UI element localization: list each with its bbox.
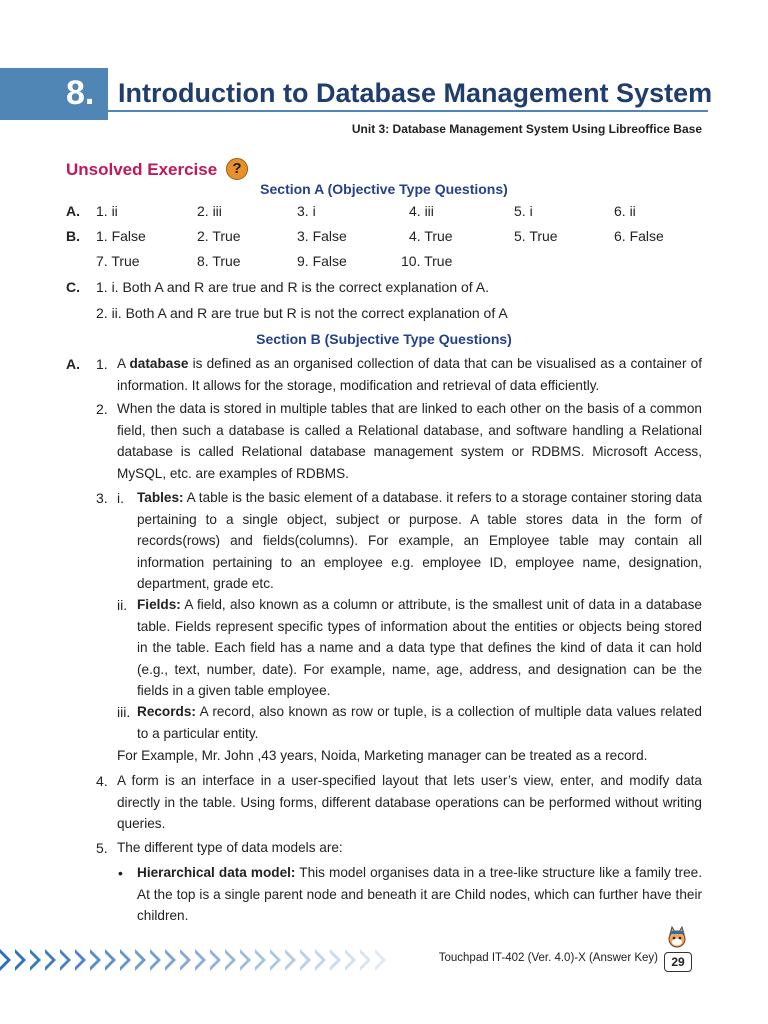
q5-bullet-text: This model organises data in a tree-like structure like a family tree. At the top is a single parent node and beneath it are Child nodes, which can further have their children. [137,865,702,923]
q1-number: 1. [96,356,108,372]
section-a-title: Section A (Objective Type Questions) [260,181,508,197]
answer-b-8: 8. True [197,253,241,269]
answer-c-1: 1. i. Both A and R are true and R is the correct explanation of A. [96,279,490,295]
answer-c-2: 2. ii. Both A and R are true but R is not the correct explanation of A [96,305,508,321]
answer-b-10: 10. True [401,253,453,269]
mascot-icon [666,926,688,950]
q3-i-term: Tables: [137,490,184,505]
q3-i-text: A table is the basic element of a database. it refers to a storage container storing data pertaining to a single object, subject or purpose. A table stores data in the form of records(rows) and fields(columns). For example, an Employee table may contain all information pertaining to an employee e.g. employee ID, employee name, designation, department, grade etc. [137,490,702,591]
q3-i-number: i. [117,490,124,506]
q3-example: For Example, Mr. John ,43 years, Noida, Marketing manager can be treated as a record. [117,748,648,763]
q1-answer [117,353,702,396]
answer-b-9: 9. False [297,253,347,269]
section-b-title: Section B (Subjective Type Questions) [256,331,512,347]
answer-b-2: 2. True [197,228,241,244]
q5-bullet-term: Hierarchical data model: [137,865,296,880]
answer-label-a: A. [66,203,80,219]
unsolved-exercise-heading [66,158,248,180]
q2-number: 2. [96,401,108,417]
q3-number: 3. [96,490,108,506]
title-underline [108,110,708,112]
answer-a-1: 1. ii [96,203,118,219]
answer-label-c: C. [66,279,80,295]
answer-a-6: 6. ii [614,203,636,219]
q3-i-answer [137,487,702,595]
unit-subtitle: Unit 3: Database Management System Using Libreoffice Base [351,122,702,136]
page-number: 29 [664,952,692,972]
answer-b-7: 7. True [96,253,140,269]
answer-b-4: 4. True [409,228,453,244]
chevron-right-icon [375,949,390,971]
q1-text: is defined as an organised collection of data that can be visualised as a container of information. It allows for the storage, modification and retrieval of data efficiently. [117,356,702,393]
answer-b-1: 1. False [96,228,146,244]
q2-answer: When the data is stored in multiple tables that are linked to each other on the basis of a common field, then such a database is called a Relational database, and software handling a Relational database is called Relational database management system or RDBMS. Microsoft Access, MySQL, etc. are examples of RDBMS. [117,401,702,481]
chapter-title: Introduction to Database Management System [118,78,713,108]
question-icon: ? [226,158,248,180]
q3-iii-term: Records: [137,704,196,719]
bullet-icon: • [118,865,123,881]
section-b-label: A. [66,356,80,372]
q3-iii-text: A record, also known as row or tuple, is a collection of multiple data values related to a particular entity. [137,704,702,741]
answer-b-3: 3. False [297,228,347,244]
answer-label-b: B. [66,228,80,244]
q3-ii-number: ii. [117,597,128,613]
q4-answer: A form is an interface in a user-specified layout that lets user’s view, enter, and modify data directly in the table. Using forms, different database operations can be performed without writing queries. [117,773,702,831]
q5-answer: The different type of data models are: [117,840,343,855]
q4-number: 4. [96,773,108,789]
q3-iii-number: iii. [117,704,131,720]
q3-ii-answer [137,594,702,702]
answer-a-2: 2. iii [197,203,222,219]
chapter-number: 8. [66,74,95,112]
answer-a-5: 5. i [514,203,533,219]
q3-ii-text: A field, also known as a column or attribute, is the smallest unit of data in a database table. Fields represent specific types of information about the entities or objects being stored in the table. Each field has a name and a data type that defines the kind of data it can hold (e.g., text, number, date). For example, name, age, address, and designation can be the fields in a given table employee. [137,597,702,698]
answer-a-3: 3. i [297,203,316,219]
answer-a-4: 4. iii [409,203,434,219]
answer-b-6: 6. False [614,228,664,244]
footer-chevron-decoration [0,940,400,980]
q3-ii-term: Fields: [137,597,181,612]
q1-term: database [129,356,189,371]
footer-book-title: Touchpad IT-402 (Ver. 4.0)-X (Answer Key) [438,952,658,964]
q3-iii-answer [137,701,702,744]
q5-bullet-hierarchical [137,862,702,927]
q5-number: 5. [96,840,108,856]
q1-pre: A [117,356,130,371]
unsolved-exercise-label: Unsolved Exercise [66,160,218,179]
answer-b-5: 5. True [514,228,558,244]
